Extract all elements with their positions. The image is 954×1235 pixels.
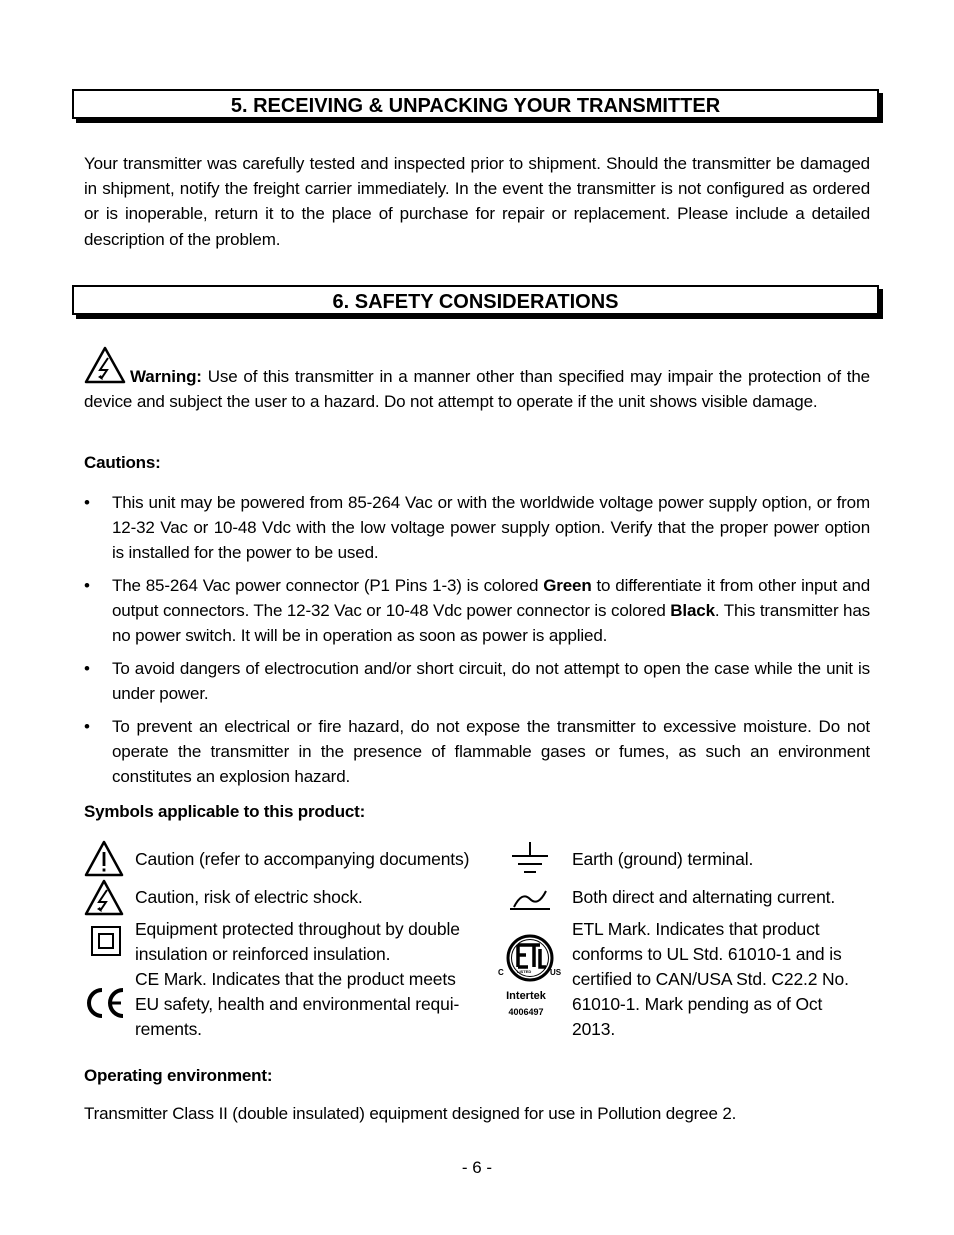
electric-shock-icon [84, 879, 124, 917]
symbol-etl-line2: conforms to UL Std. 61010-1 and is [572, 944, 842, 964]
symbol-etl-line5: 2013. [572, 1019, 616, 1039]
bullet-marker: • [84, 659, 90, 678]
electric-shock-warning-icon [84, 346, 126, 384]
etl-logo-c: C [498, 968, 504, 977]
bullet-marker: • [84, 576, 90, 595]
cautions-heading: Cautions: [84, 453, 161, 472]
symbol-etl-line4: 61010-1. Mark pending as of Oct [572, 994, 823, 1014]
bullet-marker: • [84, 493, 90, 512]
warning-text: Use of this transmitter in a manner other than specified may impair the protection of the device and subject the user to a hazard. Do not attempt to operate if the unit shows visible damage. [84, 367, 870, 412]
warning-paragraph [84, 364, 870, 414]
green-connector-label: Green [543, 576, 592, 595]
etl-logo-listed: LISTED [517, 969, 532, 974]
symbol-shock-label: Caution, risk of electric shock. [135, 887, 363, 907]
symbol-caution-label: Caution (refer to accompanying documents) [135, 849, 470, 869]
symbol-acdc-label: Both direct and alternating current. [572, 887, 836, 907]
caution-text-part: The 85-264 Vac power connector (P1 Pins 1-3) is colored [112, 576, 544, 595]
caution-text-part: to differentiate it from other input and output connectors. The 12-32 Vac or 10-48 Vdc power connector is colored [112, 576, 871, 621]
caution-item-text: To prevent an electrical or fire hazard, do not expose the transmitter to excessive moisture. Do not operate the transmitter in the presence of flammable gases or fumes, as such an environment constitutes an explosion hazard. [112, 717, 870, 787]
page-number: - 6 - [461, 1158, 493, 1177]
symbol-ce-line3: rements. [135, 1019, 202, 1039]
earth-ground-icon [508, 840, 552, 878]
symbol-etl-line3: certified to CAN/USA Std. C22.2 No. [572, 969, 849, 989]
black-connector-label: Black [670, 601, 715, 621]
symbol-double-insulation-line2: insulation or reinforced insulation. [135, 944, 391, 964]
ce-mark-icon [83, 986, 127, 1020]
double-insulation-icon [90, 925, 122, 957]
caution-item-text: To avoid dangers of electrocution and/or short circuit, do not attempt to open the case while the unit is under power. [112, 659, 870, 704]
caution-item-text: This unit may be powered from 85-264 Vac or with the worldwide voltage power supply option, or from 12-32 Vac or 10-48 Vdc with the low voltage power supply option. Verify that the proper power option is installed for the power to be used. [112, 493, 870, 563]
symbol-etl-line1: ETL Mark. Indicates that product [572, 919, 820, 939]
section-5-heading: 5. RECEIVING & UNPACKING YOUR TRANSMITTER [72, 89, 879, 119]
operating-environment-heading: Operating environment: [84, 1066, 273, 1085]
symbol-ce-line1: CE Mark. Indicates that the product meets [135, 969, 456, 989]
etl-mark-logo [498, 933, 562, 1025]
etl-logo-brand: Intertek [506, 990, 546, 1002]
symbol-ce-line2: EU safety, health and environmental requi- [135, 994, 460, 1014]
etl-logo-number: 4006497 [508, 1007, 544, 1017]
symbol-double-insulation-line1: Equipment protected throughout by double [135, 919, 460, 939]
caution-item-text [112, 573, 870, 649]
bullet-marker: • [84, 717, 90, 736]
operating-environment-text: Transmitter Class II (double insulated) equipment designed for use in Pollution degree 2. [84, 1104, 737, 1123]
symbol-earth-label: Earth (ground) terminal. [572, 849, 754, 869]
symbols-heading: Symbols applicable to this product: [84, 802, 366, 821]
ac-dc-icon [508, 887, 552, 913]
warning-label: Warning: [130, 367, 202, 386]
caution-icon [84, 840, 124, 878]
section-6-heading: 6. SAFETY CONSIDERATIONS [72, 285, 879, 315]
etl-logo-us: US [550, 968, 562, 977]
section-5-body: Your transmitter was carefully tested and inspected prior to shipment. Should the transmitter be damaged in shipment, notify the freight carrier immediately. In the event the transmitter is not configured as ordered or is inoperable, return it to the place of purchase for repair or replacement. Please include a detailed description of the problem. [84, 154, 870, 249]
caution-text-part: . This transmitter has no power switch. It will be in operation as soon as power is applied. [112, 601, 870, 646]
